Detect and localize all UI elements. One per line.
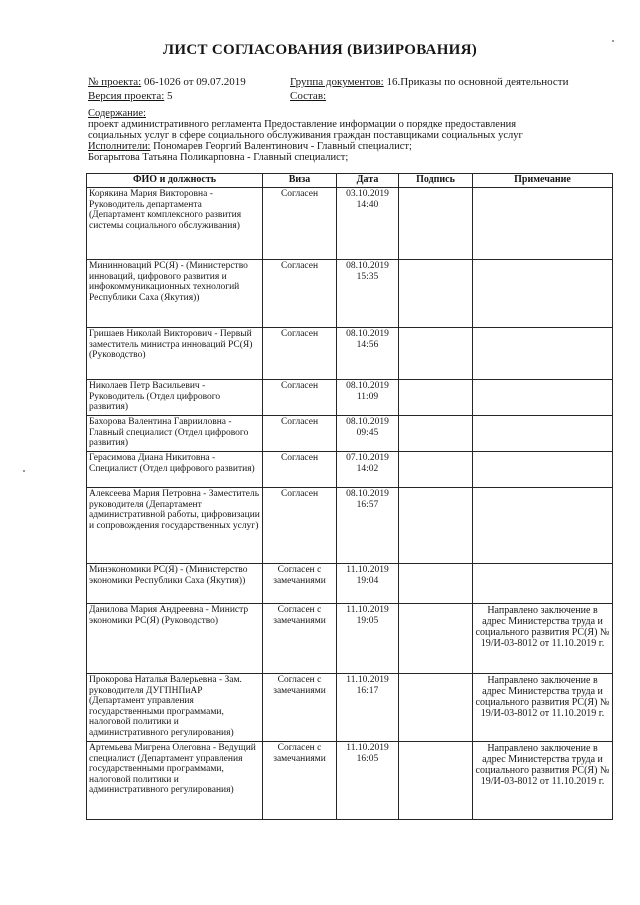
table-row (87, 742, 613, 820)
header-fio: ФИО и должность (87, 174, 263, 188)
scan-speck (612, 40, 614, 42)
time-value: 19:05 (356, 615, 379, 626)
document-group (290, 76, 568, 88)
cell-viza: Согласен с замечаниями (263, 742, 337, 820)
cell-signature (399, 674, 473, 742)
cell-note (473, 452, 613, 488)
date-value: 03.10.2019 (346, 189, 389, 199)
cell-signature (399, 416, 473, 452)
date-value: 11.10.2019 (346, 565, 389, 575)
content-block (88, 108, 588, 163)
table-row (87, 604, 613, 674)
content-line-1: проект административного регламента Предоставление информации о порядке предоставления (88, 119, 517, 130)
composition (290, 90, 326, 102)
header-note: Примечание (473, 174, 613, 188)
cell-date (337, 742, 399, 820)
date-value: 08.10.2019 (346, 261, 389, 271)
table-row (87, 674, 613, 742)
cell-signature (399, 380, 473, 416)
time-value: 16:05 (356, 753, 379, 764)
project-number-label: № проекта: (88, 76, 142, 88)
date-value: 11.10.2019 (346, 675, 389, 685)
time-value: 19:04 (356, 575, 379, 586)
cell-date (337, 604, 399, 674)
table-row (87, 260, 613, 328)
page-title: ЛИСТ СОГЛАСОВАНИЯ (ВИЗИРОВАНИЯ) (162, 42, 478, 58)
cell-note (473, 488, 613, 564)
cell-signature (399, 188, 473, 260)
table-row (87, 564, 613, 604)
cell-fio: Артемьева Мигрена Олеговна - Ведущий специалист (Департамент управления государственными программами, налоговой политики и административного регулирования) (87, 742, 263, 820)
cell-fio: Корякина Мария Викторовна - Руководитель департамента (Департамент комплексного развития системы социального обслуживания) (87, 188, 263, 260)
cell-viza: Согласен (263, 380, 337, 416)
cell-note (473, 564, 613, 604)
cell-signature (399, 260, 473, 328)
table-row (87, 188, 613, 260)
time-value: 15:35 (356, 271, 379, 282)
executor-1: Пономарев Георгий Валентинович - Главный специалист; (153, 141, 412, 152)
project-version-label: Версия проекта: (88, 90, 165, 102)
cell-note: Направлено заключение в адрес Министерства труда и социального развития РС(Я) № 19/И-03-8012 от 11.10.2019 г. (473, 604, 613, 674)
cell-signature (399, 452, 473, 488)
table-row (87, 380, 613, 416)
project-number (88, 76, 246, 88)
cell-note (473, 416, 613, 452)
content-line-2: социальных услуг в сфере социального обслуживания граждан поставщиками социальных услуг (88, 130, 523, 141)
cell-date (337, 416, 399, 452)
cell-viza: Согласен (263, 188, 337, 260)
time-value: 14:56 (356, 339, 379, 350)
executors-label: Исполнители: (88, 141, 151, 152)
date-value: 11.10.2019 (346, 743, 389, 753)
cell-signature (399, 488, 473, 564)
header-viza: Виза (263, 174, 337, 188)
date-value: 08.10.2019 (346, 381, 389, 391)
time-value: 14:02 (356, 463, 379, 474)
composition-label: Состав: (290, 90, 327, 102)
cell-date (337, 452, 399, 488)
cell-fio: Герасимова Диана Никитовна - Специалист (Отдел цифрового развития) (87, 452, 263, 488)
project-version-value: 5 (167, 90, 173, 102)
cell-note: Направлено заключение в адрес Министерства труда и социального развития РС(Я) № 19/И-03-8012 от 11.10.2019 г. (473, 674, 613, 742)
cell-note (473, 380, 613, 416)
cell-fio: Бахорова Валентина Гаврииловна - Главный специалист (Отдел цифрового развития) (87, 416, 263, 452)
table-header-row (87, 174, 613, 188)
time-value: 11:09 (356, 391, 379, 402)
cell-fio: Данилова Мария Андреевна - Министр экономики РС(Я) (Руководство) (87, 604, 263, 674)
cell-fio: Алексеева Мария Петровна - Заместитель руководителя (Департамент административной работы, цифровизации и сопровождения государственных услуг) (87, 488, 263, 564)
scan-speck (23, 470, 25, 472)
cell-signature (399, 328, 473, 380)
cell-date (337, 674, 399, 742)
cell-viza: Согласен с замечаниями (263, 604, 337, 674)
cell-note: Направлено заключение в адрес Министерства труда и социального развития РС(Я) № 19/И-03-8012 от 11.10.2019 г. (473, 742, 613, 820)
cell-fio: Прокорова Наталья Валерьевна - Зам. руководителя ДУГПНПиАР (Департамент управления государственными программами, налоговой политики и административного регулирования) (87, 674, 263, 742)
table-row (87, 328, 613, 380)
cell-viza: Согласен с замечаниями (263, 674, 337, 742)
date-value: 11.10.2019 (346, 605, 389, 615)
cell-date (337, 260, 399, 328)
cell-note (473, 260, 613, 328)
time-value: 09:45 (356, 427, 379, 438)
cell-note (473, 328, 613, 380)
date-value: 08.10.2019 (346, 417, 389, 427)
document-group-label: Группа документов: (290, 76, 384, 88)
table-row (87, 488, 613, 564)
content-label: Содержание: (88, 108, 146, 119)
time-value: 16:57 (356, 499, 379, 510)
cell-viza: Согласен (263, 328, 337, 380)
header-signature: Подпись (399, 174, 473, 188)
time-value: 16:17 (356, 685, 379, 696)
project-number-value: 06-1026 от 09.07.2019 (143, 76, 246, 88)
cell-viza: Согласен с замечаниями (263, 564, 337, 604)
cell-date (337, 488, 399, 564)
executors-line (88, 141, 588, 152)
table-row (87, 416, 613, 452)
cell-date (337, 380, 399, 416)
cell-viza: Согласен (263, 260, 337, 328)
cell-fio: Николаев Петр Васильевич - Руководитель (Отдел цифрового развития) (87, 380, 263, 416)
date-value: 07.10.2019 (346, 453, 389, 463)
cell-signature (399, 742, 473, 820)
cell-fio: Гришаев Николай Викторович - Первый заместитель министра инноваций РС(Я) (Руководство) (87, 328, 263, 380)
cell-viza: Согласен (263, 452, 337, 488)
approval-table (86, 173, 613, 820)
cell-note (473, 188, 613, 260)
cell-date (337, 188, 399, 260)
cell-fio: Минэкономики РС(Я) - (Министерство экономики Республики Саха (Якутия)) (87, 564, 263, 604)
cell-signature (399, 564, 473, 604)
cell-date (337, 564, 399, 604)
document-group-value: 16.Приказы по основной деятельности (386, 76, 569, 88)
cell-signature (399, 604, 473, 674)
cell-viza: Согласен (263, 416, 337, 452)
cell-fio: Мининноваций РС(Я) - (Министерство инноваций, цифрового развития и инфокоммуникационных технологий Республики Саха (Якутия)) (87, 260, 263, 328)
date-value: 08.10.2019 (346, 329, 389, 339)
table-row (87, 452, 613, 488)
date-value: 08.10.2019 (346, 489, 389, 499)
project-version (88, 90, 173, 102)
approval-table-body (87, 188, 613, 820)
executor-2: Богарытова Татьяна Поликарповна - Главный специалист; (88, 152, 349, 163)
header-date: Дата (337, 174, 399, 188)
time-value: 14:40 (356, 199, 379, 210)
cell-date (337, 328, 399, 380)
cell-viza: Согласен (263, 488, 337, 564)
